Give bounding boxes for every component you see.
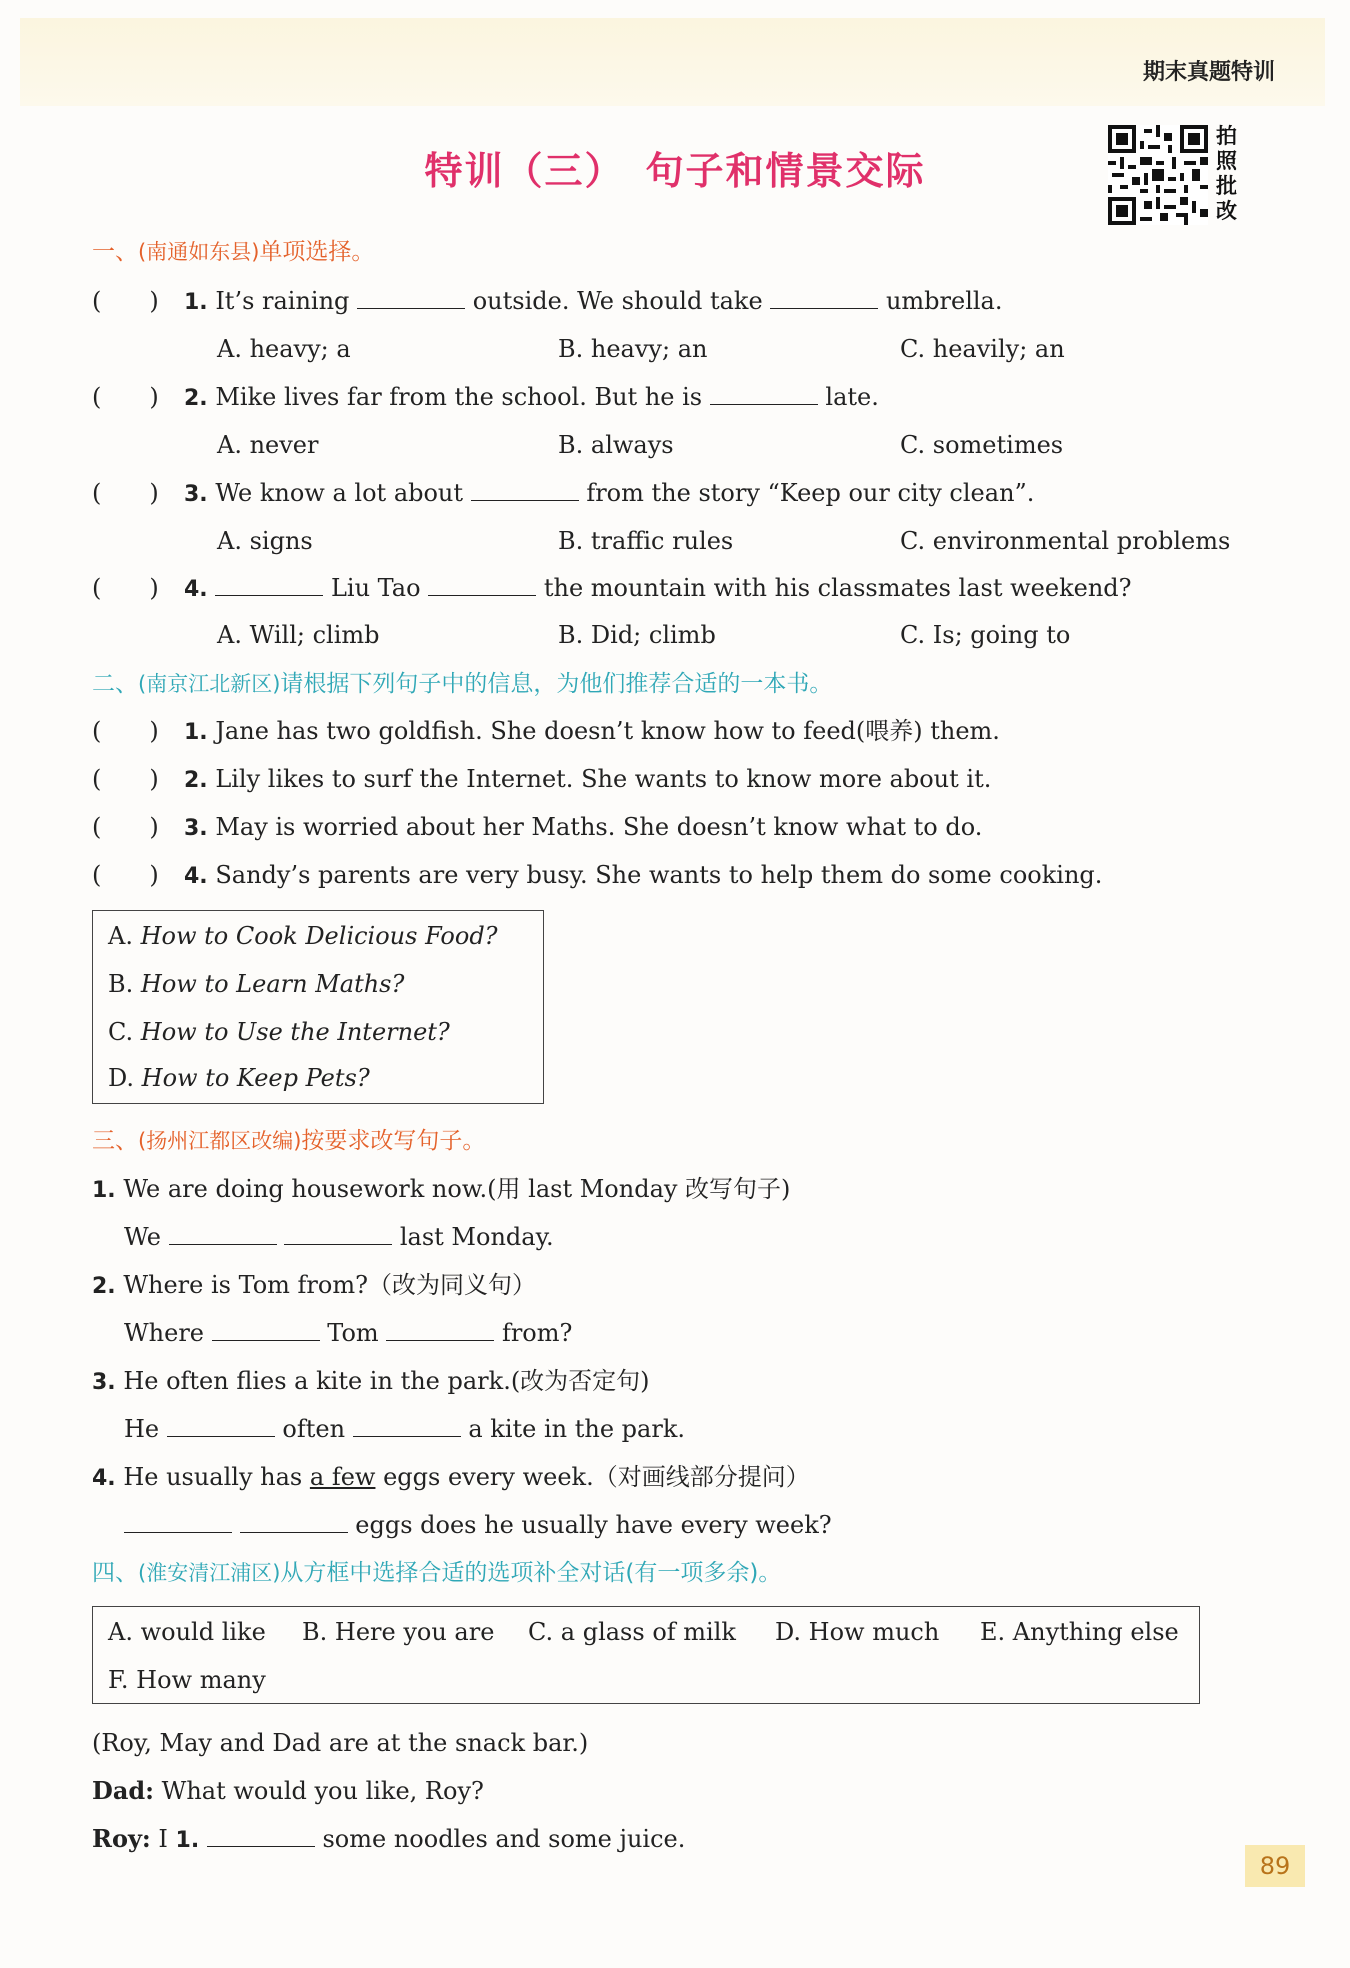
dialogue-line-2: Roy: I 1. some noodles and some juice. xyxy=(92,1824,686,1853)
s1-question-2: ( ) 2. Mike lives far from the school. But he is late. xyxy=(92,383,879,411)
answer-blank[interactable] xyxy=(207,1826,315,1847)
s2-question-4: ( ) 4. Sandy’s parents are very busy. She wants to help them do some cooking. xyxy=(92,861,1103,889)
s2-question-3: ( ) 3. May is worried about her Maths. She doesn’t know what to do. xyxy=(92,813,983,841)
s3-question-1: 1. We are doing housework now.(用 last Monday 改写句子) xyxy=(92,1175,791,1203)
s1-question-1: ( ) 1. It’s raining outside. We should take umbrella. xyxy=(92,287,1003,315)
book-option-c: C. How to Use the Internet? xyxy=(108,1018,450,1046)
s3-question-4: 4. He usually has a few eggs every week.（对画线部分提问） xyxy=(92,1463,810,1491)
book-option-b: B. How to Learn Maths? xyxy=(108,970,405,998)
option-a: A. Will; climb xyxy=(217,621,380,649)
section-3-heading: 三、(扬州江都区改编)按要求改写句子。 xyxy=(92,1128,486,1154)
answer-blank[interactable] xyxy=(386,1320,494,1341)
answer-blank[interactable] xyxy=(770,288,878,309)
option-c: C. heavily; an xyxy=(900,335,1065,363)
s3-answer-1: We last Monday. xyxy=(124,1223,554,1251)
running-head: 期末真题特训 xyxy=(1142,60,1275,85)
section-2-heading: 二、(南京江北新区)请根据下列句子中的信息，为他们推荐合适的一本书。 xyxy=(92,671,833,697)
s3-question-2: 2. Where is Tom from?（改为同义句） xyxy=(92,1271,536,1299)
option-a: A. heavy; a xyxy=(217,335,351,363)
dialogue-intro: (Roy, May and Dad are at the snack bar.) xyxy=(92,1729,589,1757)
option-b: B. always xyxy=(558,431,674,459)
dialogue-option-b: B. Here you are xyxy=(302,1618,495,1646)
section-4-heading: 四、(淮安清江浦区)从方框中选择合适的选项补全对话(有一项多余)。 xyxy=(92,1560,782,1586)
answer-blank[interactable] xyxy=(428,575,536,596)
answer-blank[interactable] xyxy=(169,1224,277,1245)
answer-blank[interactable] xyxy=(710,384,818,405)
book-option-d: D. How to Keep Pets? xyxy=(108,1064,370,1092)
option-a: A. never xyxy=(217,431,319,459)
answer-blank[interactable] xyxy=(353,1416,461,1437)
s3-answer-3: He often a kite in the park. xyxy=(124,1415,685,1443)
option-b: B. heavy; an xyxy=(558,335,708,363)
option-b: B. Did; climb xyxy=(558,621,716,649)
option-a: A. signs xyxy=(217,527,313,555)
option-c: C. Is; going to xyxy=(900,621,1071,649)
answer-blank[interactable] xyxy=(212,1320,320,1341)
s3-answer-4: eggs does he usually have every week? xyxy=(124,1510,832,1540)
s3-question-3: 3. He often flies a kite in the park.(改为否定句) xyxy=(92,1367,650,1395)
header-band xyxy=(20,18,1325,106)
s1-question-4: ( ) 4. Liu Tao the mountain with his classmates last weekend? xyxy=(92,574,1132,602)
dialogue-option-e: E. Anything else xyxy=(980,1618,1179,1646)
dialogue-option-d: D. How much xyxy=(775,1618,940,1646)
s1-question-3: ( ) 3. We know a lot about from the story “Keep our city clean”. xyxy=(92,479,1035,507)
answer-blank[interactable] xyxy=(240,1512,348,1533)
dialogue-option-c: C. a glass of milk xyxy=(528,1618,736,1646)
book-option-a: A. How to Cook Delicious Food? xyxy=(108,922,498,950)
answer-blank[interactable] xyxy=(167,1416,275,1437)
option-c: C. sometimes xyxy=(900,431,1064,459)
s3-answer-2: Where Tom from? xyxy=(124,1319,573,1347)
section-1-heading: 一、(南通如东县)单项选择。 xyxy=(92,239,375,265)
answer-blank[interactable] xyxy=(284,1224,392,1245)
answer-blank[interactable] xyxy=(471,480,579,501)
answer-blank[interactable] xyxy=(215,575,323,596)
option-c: C. environmental problems xyxy=(900,527,1231,555)
s2-question-2: ( ) 2. Lily likes to surf the Internet. She wants to know more about it. xyxy=(92,765,992,793)
option-b: B. traffic rules xyxy=(558,527,734,555)
dialogue-line-1: Dad: What would you like, Roy? xyxy=(92,1776,484,1805)
answer-blank[interactable] xyxy=(357,288,465,309)
answer-blank[interactable] xyxy=(124,1512,232,1533)
dialogue-option-f: F. How many xyxy=(108,1666,266,1694)
s2-question-1: ( ) 1. Jane has two goldfish. She doesn’t know how to feed(喂养) them. xyxy=(92,717,1000,745)
page-title: 特训（三） 句子和情景交际 xyxy=(424,149,926,193)
qr-label: 拍照批改 xyxy=(1216,124,1237,223)
qr-code-icon[interactable] xyxy=(1108,125,1208,225)
page-number: 89 xyxy=(1245,1845,1305,1887)
dialogue-option-a: A. would like xyxy=(108,1618,266,1646)
